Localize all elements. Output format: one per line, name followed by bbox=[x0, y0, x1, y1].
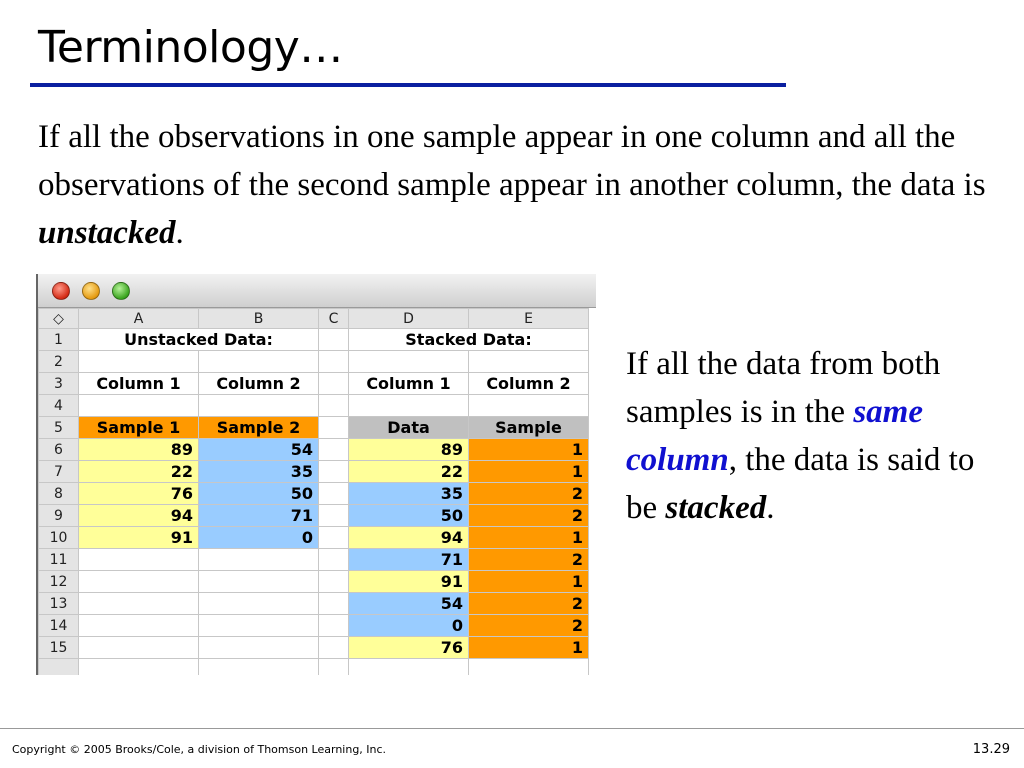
cell[interactable] bbox=[469, 351, 589, 373]
column-header[interactable]: C bbox=[319, 309, 349, 329]
cell[interactable] bbox=[199, 593, 319, 615]
column-header-row bbox=[39, 309, 589, 329]
table-row bbox=[39, 505, 589, 527]
cell[interactable] bbox=[199, 615, 319, 637]
cell[interactable]: 71 bbox=[199, 505, 319, 527]
cell[interactable] bbox=[79, 659, 199, 676]
cell[interactable]: Column 2 bbox=[469, 373, 589, 395]
cell[interactable] bbox=[319, 571, 349, 593]
cell[interactable]: 2 bbox=[469, 505, 589, 527]
cell[interactable]: 89 bbox=[79, 439, 199, 461]
window-titlebar bbox=[38, 274, 596, 308]
table-row bbox=[39, 483, 589, 505]
row-header[interactable]: 8 bbox=[39, 483, 79, 505]
row-header[interactable]: 1 bbox=[39, 329, 79, 351]
row-header[interactable]: 5 bbox=[39, 417, 79, 439]
cell[interactable]: Sample bbox=[469, 417, 589, 439]
table-row bbox=[39, 659, 589, 676]
zoom-window-icon[interactable] bbox=[112, 282, 130, 300]
cell[interactable]: 0 bbox=[349, 615, 469, 637]
cell[interactable] bbox=[319, 373, 349, 395]
cell[interactable] bbox=[79, 615, 199, 637]
cell[interactable]: 35 bbox=[349, 483, 469, 505]
cell[interactable] bbox=[319, 417, 349, 439]
row-header[interactable]: 10 bbox=[39, 527, 79, 549]
table-row bbox=[39, 373, 589, 395]
cell[interactable] bbox=[349, 351, 469, 373]
cell[interactable] bbox=[199, 637, 319, 659]
table-row bbox=[39, 351, 589, 373]
cell[interactable]: 89 bbox=[349, 439, 469, 461]
stacked-definition-end: . bbox=[766, 490, 775, 526]
column-header[interactable]: E bbox=[469, 309, 589, 329]
row-header[interactable]: 14 bbox=[39, 615, 79, 637]
row-header[interactable]: 2 bbox=[39, 351, 79, 373]
column-header[interactable]: B bbox=[199, 309, 319, 329]
cell[interactable]: 22 bbox=[79, 461, 199, 483]
row-header[interactable]: 13 bbox=[39, 593, 79, 615]
spreadsheet-window bbox=[36, 274, 596, 675]
stacked-data-heading[interactable]: Stacked Data: bbox=[349, 329, 589, 351]
select-all-corner[interactable]: ◇ bbox=[39, 309, 79, 329]
table-row bbox=[39, 329, 589, 351]
unstacked-definition bbox=[38, 113, 998, 257]
cell[interactable] bbox=[319, 637, 349, 659]
cell[interactable] bbox=[319, 395, 349, 417]
minimize-window-icon[interactable] bbox=[82, 282, 100, 300]
stacked-definition bbox=[626, 340, 1006, 532]
unstacked-definition-end: . bbox=[175, 215, 184, 251]
cell[interactable]: 1 bbox=[469, 637, 589, 659]
cell[interactable] bbox=[79, 395, 199, 417]
cell[interactable]: 91 bbox=[79, 527, 199, 549]
term-same-column: same column bbox=[626, 394, 923, 478]
cell[interactable]: 2 bbox=[469, 483, 589, 505]
cell[interactable]: 50 bbox=[349, 505, 469, 527]
cell[interactable] bbox=[319, 439, 349, 461]
cell[interactable]: Column 1 bbox=[79, 373, 199, 395]
cell[interactable]: Column 1 bbox=[349, 373, 469, 395]
table-row bbox=[39, 615, 589, 637]
row-header[interactable]: 3 bbox=[39, 373, 79, 395]
cell[interactable]: Data bbox=[349, 417, 469, 439]
term-stacked: stacked bbox=[665, 490, 767, 526]
column-header[interactable]: A bbox=[79, 309, 199, 329]
unstacked-definition-text: If all the observations in one sample appear in one column and all the observations of the second sample appear in another column, the data is bbox=[38, 119, 986, 203]
cell[interactable]: 1 bbox=[469, 527, 589, 549]
cell[interactable]: 2 bbox=[469, 615, 589, 637]
cell[interactable] bbox=[319, 527, 349, 549]
cell[interactable]: 1 bbox=[469, 439, 589, 461]
cell[interactable]: 1 bbox=[469, 461, 589, 483]
cell[interactable] bbox=[199, 659, 319, 676]
row-header[interactable]: 12 bbox=[39, 571, 79, 593]
table-row bbox=[39, 571, 589, 593]
cell[interactable] bbox=[79, 593, 199, 615]
cell[interactable]: 1 bbox=[469, 571, 589, 593]
table-row bbox=[39, 395, 589, 417]
cell[interactable] bbox=[319, 615, 349, 637]
cell[interactable] bbox=[319, 351, 349, 373]
stacked-definition-text-1: If all the data from both samples is in the bbox=[626, 346, 941, 430]
unstacked-data-heading[interactable]: Unstacked Data: bbox=[79, 329, 319, 351]
cell[interactable] bbox=[349, 395, 469, 417]
cell[interactable]: Sample 2 bbox=[199, 417, 319, 439]
cell[interactable]: 76 bbox=[79, 483, 199, 505]
table-row bbox=[39, 417, 589, 439]
cell[interactable] bbox=[319, 461, 349, 483]
cell[interactable] bbox=[319, 505, 349, 527]
cell[interactable] bbox=[199, 549, 319, 571]
stacked-definition-text-2: , the data is said to be bbox=[626, 442, 975, 526]
cell[interactable]: 22 bbox=[349, 461, 469, 483]
cell[interactable]: 2 bbox=[469, 549, 589, 571]
cell[interactable] bbox=[79, 549, 199, 571]
cell[interactable] bbox=[79, 351, 199, 373]
term-unstacked: unstacked bbox=[38, 215, 176, 251]
slide-title: Terminology… bbox=[38, 22, 343, 73]
cell[interactable]: 50 bbox=[199, 483, 319, 505]
footer-divider bbox=[0, 728, 1024, 729]
cell[interactable]: Sample 1 bbox=[79, 417, 199, 439]
cell[interactable]: 0 bbox=[199, 527, 319, 549]
cell[interactable]: 94 bbox=[79, 505, 199, 527]
title-underline bbox=[30, 83, 786, 87]
cell[interactable] bbox=[319, 483, 349, 505]
cell[interactable]: 35 bbox=[199, 461, 319, 483]
table-row bbox=[39, 527, 589, 549]
cell[interactable] bbox=[199, 395, 319, 417]
cell[interactable] bbox=[319, 659, 349, 676]
row-header[interactable]: 4 bbox=[39, 395, 79, 417]
cell[interactable]: 76 bbox=[349, 637, 469, 659]
row-header[interactable]: 7 bbox=[39, 461, 79, 483]
cell[interactable]: 54 bbox=[349, 593, 469, 615]
cell[interactable] bbox=[469, 659, 589, 676]
row-header[interactable]: 9 bbox=[39, 505, 79, 527]
table-row bbox=[39, 549, 589, 571]
cell[interactable]: Column 2 bbox=[199, 373, 319, 395]
row-header[interactable]: 11 bbox=[39, 549, 79, 571]
cell[interactable]: 91 bbox=[349, 571, 469, 593]
cell[interactable] bbox=[469, 395, 589, 417]
spreadsheet-grid bbox=[38, 308, 589, 675]
cell[interactable]: 94 bbox=[349, 527, 469, 549]
cell[interactable] bbox=[319, 593, 349, 615]
row-header[interactable] bbox=[39, 659, 79, 676]
cell[interactable] bbox=[79, 571, 199, 593]
cell[interactable] bbox=[199, 351, 319, 373]
cell[interactable] bbox=[319, 329, 349, 351]
page-number: 13.29 bbox=[972, 742, 1010, 757]
table-row bbox=[39, 439, 589, 461]
cell[interactable] bbox=[319, 549, 349, 571]
cell[interactable] bbox=[79, 637, 199, 659]
table-row bbox=[39, 461, 589, 483]
close-window-icon[interactable] bbox=[52, 282, 70, 300]
row-header[interactable]: 6 bbox=[39, 439, 79, 461]
column-header[interactable]: D bbox=[349, 309, 469, 329]
cell[interactable]: 71 bbox=[349, 549, 469, 571]
copyright-notice: Copyright © 2005 Brooks/Cole, a division of Thomson Learning, Inc. bbox=[12, 743, 387, 756]
cell[interactable] bbox=[349, 659, 469, 676]
cell[interactable] bbox=[199, 571, 319, 593]
row-header[interactable]: 15 bbox=[39, 637, 79, 659]
table-row bbox=[39, 637, 589, 659]
table-row bbox=[39, 593, 589, 615]
cell[interactable]: 54 bbox=[199, 439, 319, 461]
cell[interactable]: 2 bbox=[469, 593, 589, 615]
